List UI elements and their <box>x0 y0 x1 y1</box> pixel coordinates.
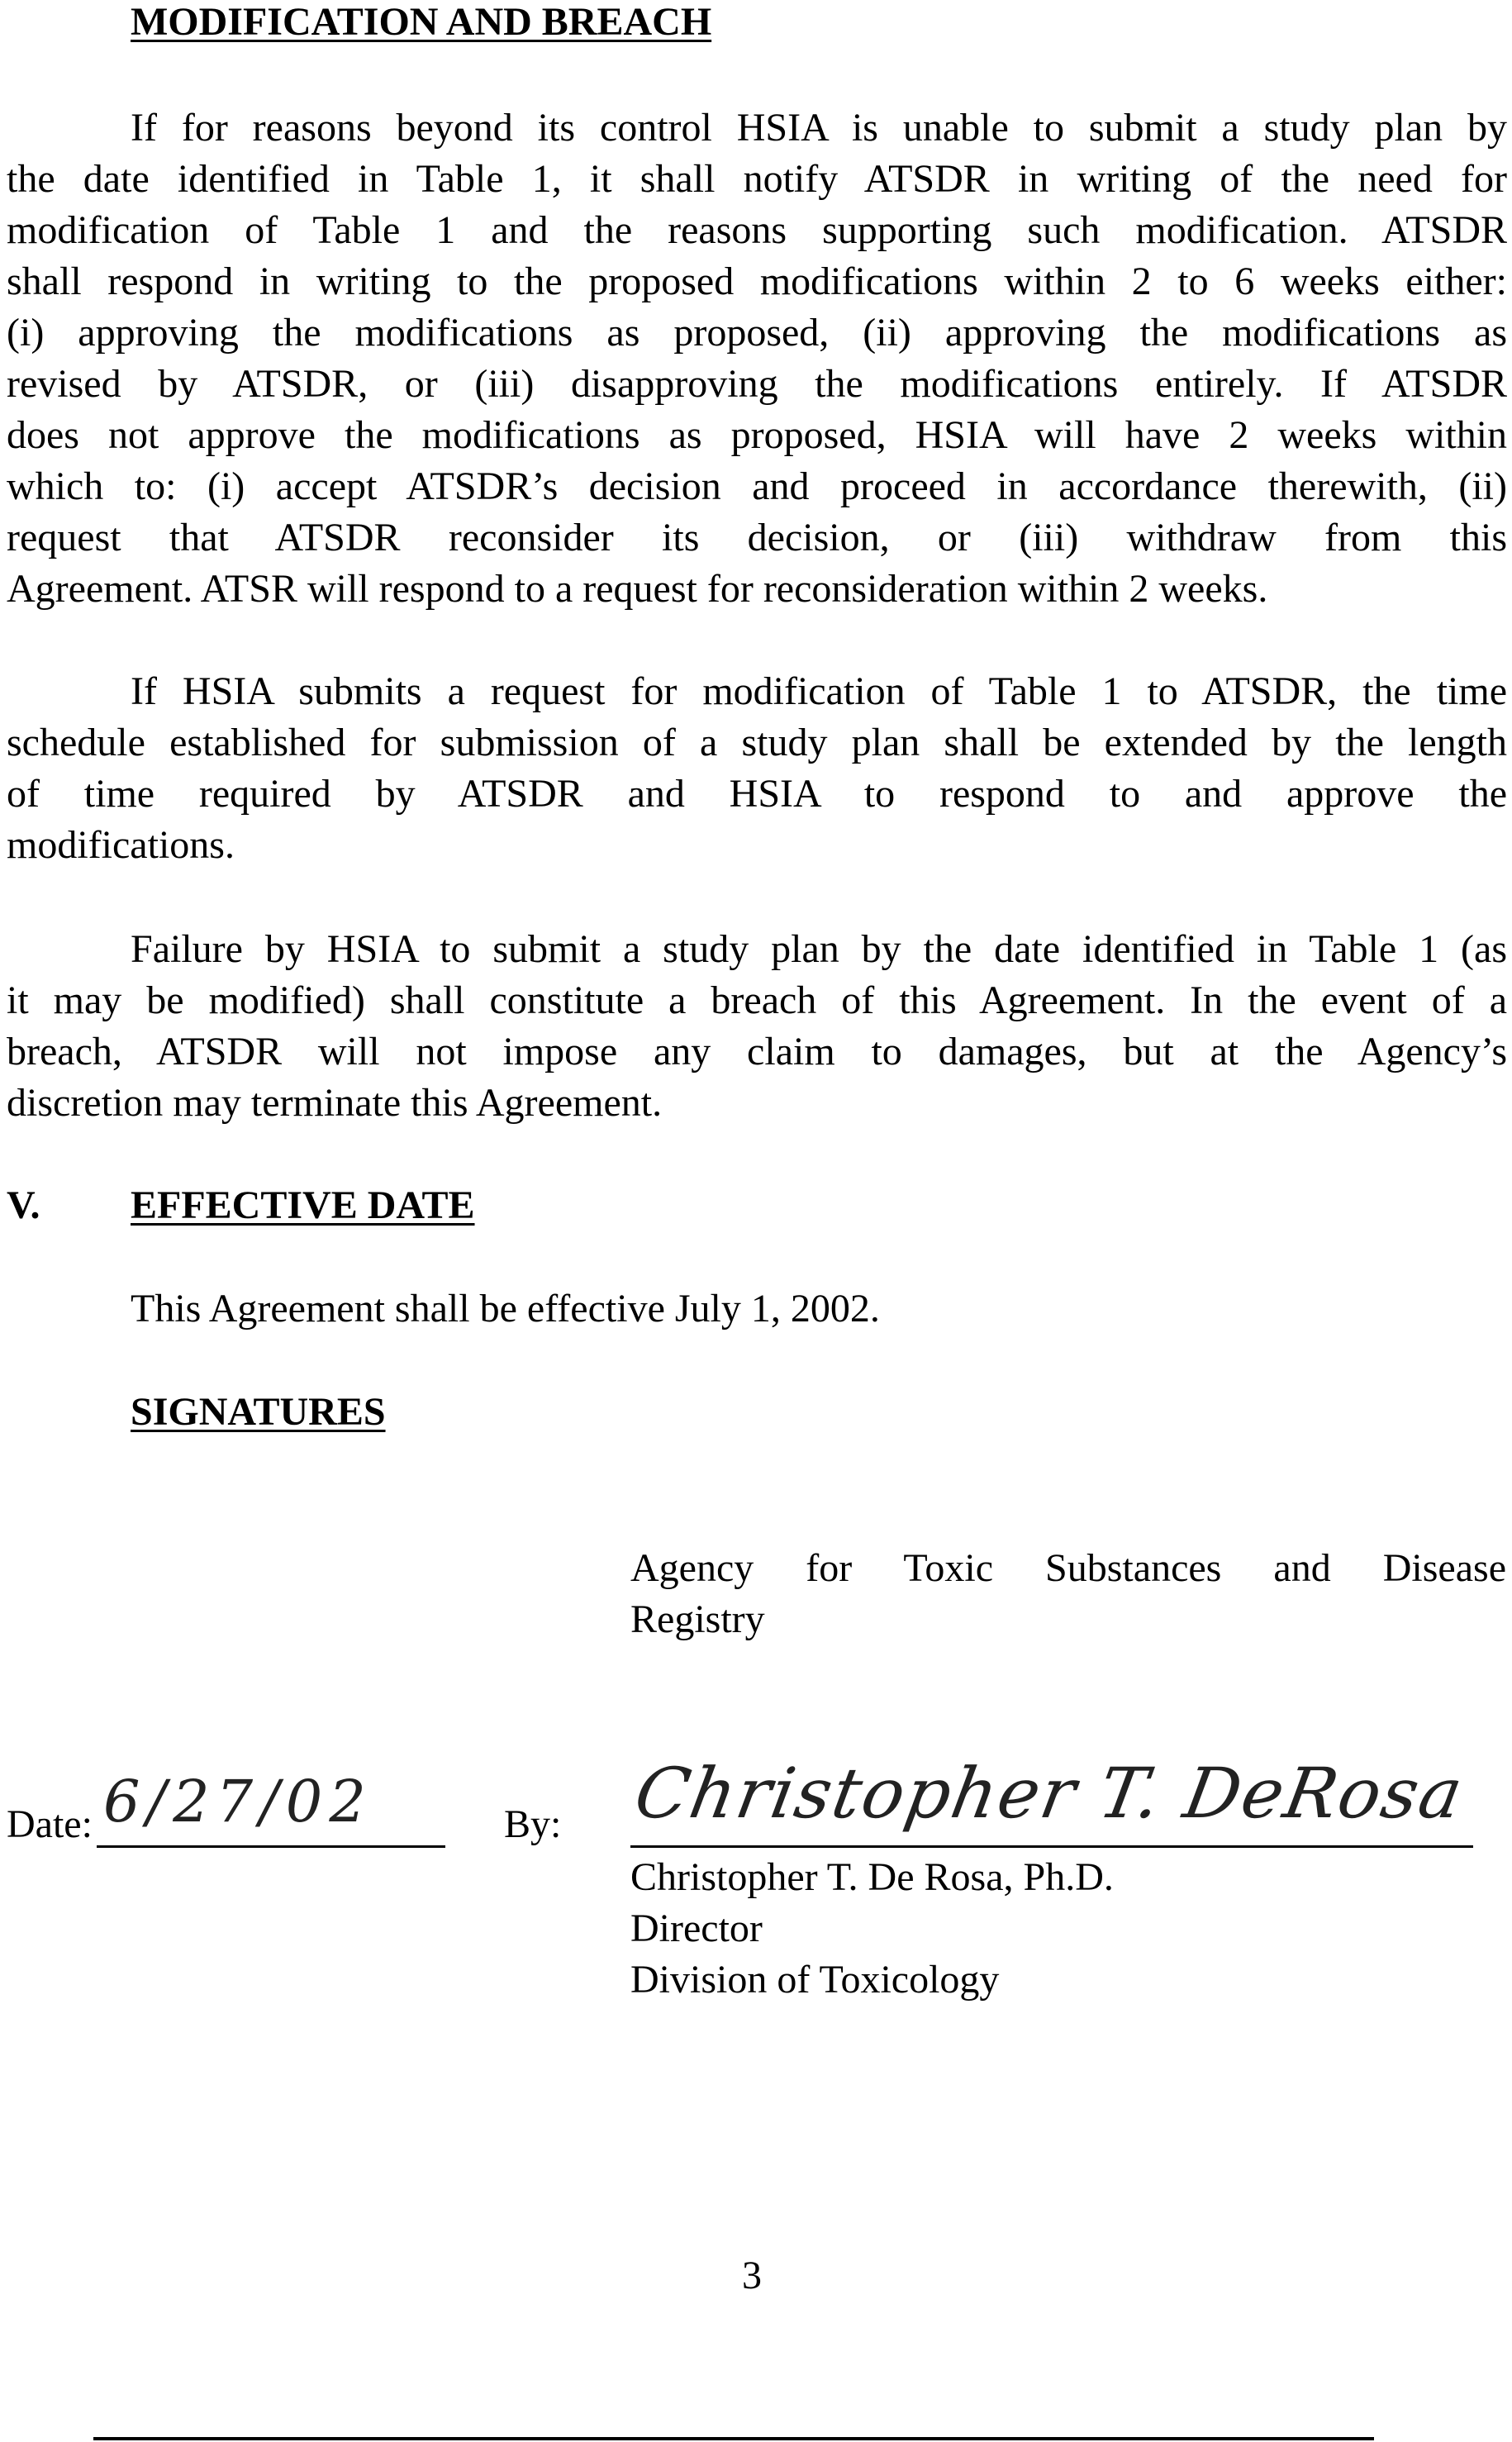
signatory-name: Christopher T. De Rosa, Ph.D. <box>630 1855 1114 1899</box>
paragraph-modification <box>7 102 1507 615</box>
section-heading-effective-date: EFFECTIVE DATE <box>131 1183 475 1227</box>
text-line: schedule established for submission of a study plan shall be extended by the length <box>7 721 1507 764</box>
text-line: If HSIA submits a request for modification of Table 1 to ATSDR, the time <box>131 669 1507 713</box>
signatory-title: Director <box>630 1906 763 1950</box>
date-label: Date: <box>7 1802 93 1846</box>
text-line: which to: (i) accept ATSDR’s decision and proceed in accordance therewith, (ii) <box>7 464 1507 508</box>
text-line: request that ATSDR reconsider its decision, or (iii) withdraw from this <box>7 516 1507 559</box>
effective-date-text: This Agreement shall be effective July 1, 2002. <box>131 1287 880 1330</box>
text-line: discretion may terminate this Agreement. <box>7 1081 663 1125</box>
signature-line <box>630 1845 1473 1848</box>
text-line: shall respond in writing to the proposed modifications within 2 to 6 weeks either: <box>7 259 1507 303</box>
section-heading-signatures: SIGNATURES <box>131 1390 386 1434</box>
agency-name <box>630 1543 1506 1645</box>
text-line: If for reasons beyond its control HSIA is unable to submit a study plan by <box>131 106 1507 150</box>
paragraph-breach <box>7 924 1507 1129</box>
date-underline <box>97 1845 445 1848</box>
text-line: it may be modified) shall constitute a breach of this Agreement. In the event of a <box>7 978 1507 1022</box>
text-line: revised by ATSDR, or (iii) disapproving the modifications entirely. If ATSDR <box>7 362 1507 406</box>
text-line: modification of Table 1 and the reasons supporting such modification. ATSDR <box>7 208 1507 252</box>
text-line: breach, ATSDR will not impose any claim to damages, but at the Agency’s <box>7 1030 1507 1073</box>
section-heading-modification-and-breach: MODIFICATION AND BREACH <box>131 0 712 44</box>
text-line: Failure by HSIA to submit a study plan by the date identified in Table 1 (as <box>131 927 1507 971</box>
page-number: 3 <box>742 2254 762 2297</box>
footer-rule <box>93 2437 1374 2440</box>
signatory-division: Division of Toxicology <box>630 1958 1000 2002</box>
text-line: Agreement. ATSR will respond to a request for reconsideration within 2 weeks. <box>7 567 1268 611</box>
by-label: By: <box>504 1802 562 1846</box>
handwritten-signature: Christopher T. DeRosa <box>629 1753 1471 1834</box>
text-line: Agency for Toxic Substances and Disease <box>630 1546 1506 1590</box>
text-line: does not approve the modifications as proposed, HSIA will have 2 weeks within <box>7 413 1507 457</box>
paragraph-time-extension <box>7 666 1507 871</box>
text-line: of time required by ATSDR and HSIA to respond to and approve the <box>7 772 1507 816</box>
signatory-block <box>630 1852 1114 2006</box>
text-line: the date identified in Table 1, it shall notify ATSDR in writing of the need for <box>7 157 1507 201</box>
text-line: Registry <box>630 1597 765 1641</box>
text-line: modifications. <box>7 823 235 867</box>
text-line: (i) approving the modifications as proposed, (ii) approving the modifications as <box>7 311 1507 355</box>
handwritten-date: 6/27/02 <box>103 1768 373 1835</box>
section-number: V. <box>7 1183 40 1227</box>
